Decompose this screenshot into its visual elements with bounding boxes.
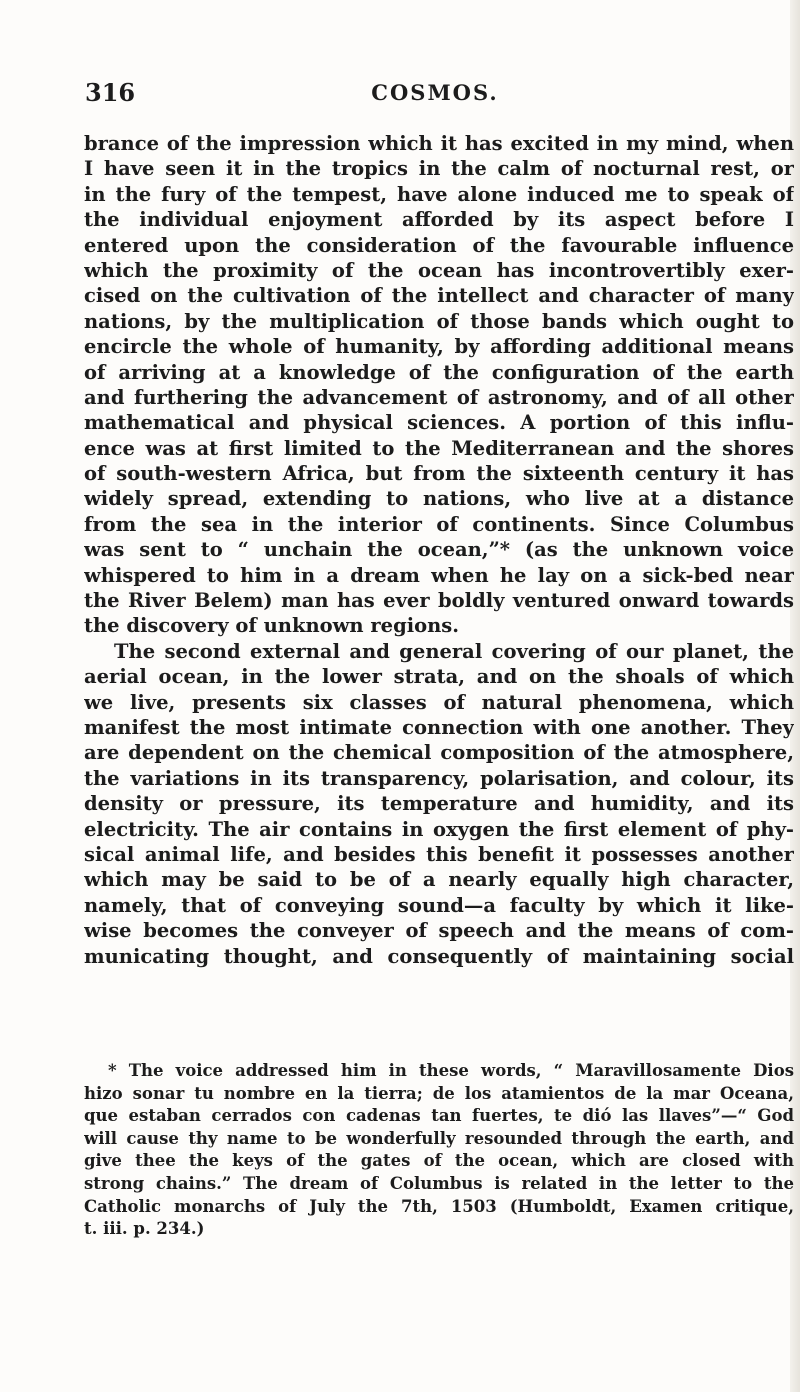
text-line: nations, by the multiplication of those bands which ought to xyxy=(84,309,794,333)
text-line: whispered to him in a dream when he lay on a sick-bed near xyxy=(84,563,794,587)
text-line: and furthering the advancement of astronomy, and of all other xyxy=(84,385,794,409)
text-line: density or pressure, its temperature and humidity, and its xyxy=(84,792,794,816)
text-line: the variations in its transparency, polarisation, and colour, its xyxy=(84,766,794,790)
footnote xyxy=(84,1060,794,1241)
footnote-line: will cause thy name to be wonderfully resounded through the earth, and xyxy=(84,1128,794,1148)
text-line: mathematical and physical sciences. A portion of this influ- xyxy=(84,411,794,435)
text-line: the individual enjoyment afforded by its aspect before I xyxy=(84,208,794,232)
text-line: which the proximity of the ocean has incontrovertibly exer- xyxy=(84,258,794,282)
text-line: cised on the cultivation of the intellect and character of many xyxy=(84,284,794,308)
paragraph-end-line: the discovery of unknown regions. xyxy=(84,614,460,638)
footnote-line: hizo sonar tu nombre en la tierra; de los atamientos de la mar Oceana, xyxy=(84,1083,794,1103)
footnote-line: t. iii. p. 234.) xyxy=(84,1219,205,1239)
footnote-line: Catholic monarchs of July the 7th, 1503 (Humboldt, Examen critique, xyxy=(84,1196,794,1216)
text-line: wise becomes the conveyer of speech and the means of com- xyxy=(84,919,794,943)
text-line: brance of the impression which it has excited in my mind, when xyxy=(84,132,794,155)
running-head: COSMOS. xyxy=(371,80,499,105)
page-header xyxy=(85,78,785,114)
text-line: I have seen it in the tropics in the calm of nocturnal rest, or xyxy=(84,157,794,181)
text-line: sical animal life, and besides this benefit it possesses another xyxy=(84,842,794,866)
text-line: the River Belem) man has ever boldly ventured onward towards xyxy=(84,589,794,613)
text-line: municating thought, and consequently of maintaining social xyxy=(84,944,794,968)
paragraph-start-line: The second external and general covering of our planet, the xyxy=(114,639,794,663)
text-line: ence was at first limited to the Mediterranean and the shores xyxy=(84,436,794,460)
text-line: namely, that of conveying sound—a faculty by which it like- xyxy=(84,893,794,917)
footnote-line: give thee the keys of the gates of the ocean, which are closed with xyxy=(84,1151,794,1171)
text-line: manifest the most intimate connection with one another. They xyxy=(84,715,794,739)
text-line: we live, presents six classes of natural phenomena, which xyxy=(84,690,794,714)
text-line: was sent to “ unchain the ocean,”* (as the unknown voice xyxy=(84,538,794,562)
text-line: which may be said to be of a nearly equally high character, xyxy=(84,868,794,892)
text-line: electricity. The air contains in oxygen the first element of phy- xyxy=(84,817,794,841)
text-line: in the fury of the tempest, have alone induced me to speak of xyxy=(84,182,794,206)
text-line: widely spread, extending to nations, who live at a distance xyxy=(84,487,794,511)
text-line: from the sea in the interior of continents. Since Columbus xyxy=(84,512,794,536)
main-text xyxy=(84,131,794,969)
text-line: entered upon the consideration of the favourable influence xyxy=(84,233,794,257)
footnote-line: * The voice addressed him in these words, “ Maravillosamente Dios xyxy=(108,1061,794,1080)
text-line: of south-western Africa, but from the sixteenth century it has xyxy=(84,462,794,486)
page-number: 316 xyxy=(85,78,136,107)
text-line: of arriving at a knowledge of the configuration of the earth xyxy=(84,360,794,384)
text-line: encircle the whole of humanity, by affording additional means xyxy=(84,335,794,359)
footnote-line: strong chains.” The dream of Columbus is related in the letter to the xyxy=(84,1173,794,1193)
footnote-line: que estaban cerrados con cadenas tan fuertes, te dió las llaves”—“ God xyxy=(84,1106,794,1126)
text-line: are dependent on the chemical composition of the atmosphere, xyxy=(84,741,794,765)
text-line: aerial ocean, in the lower strata, and on the shoals of which xyxy=(84,665,794,689)
